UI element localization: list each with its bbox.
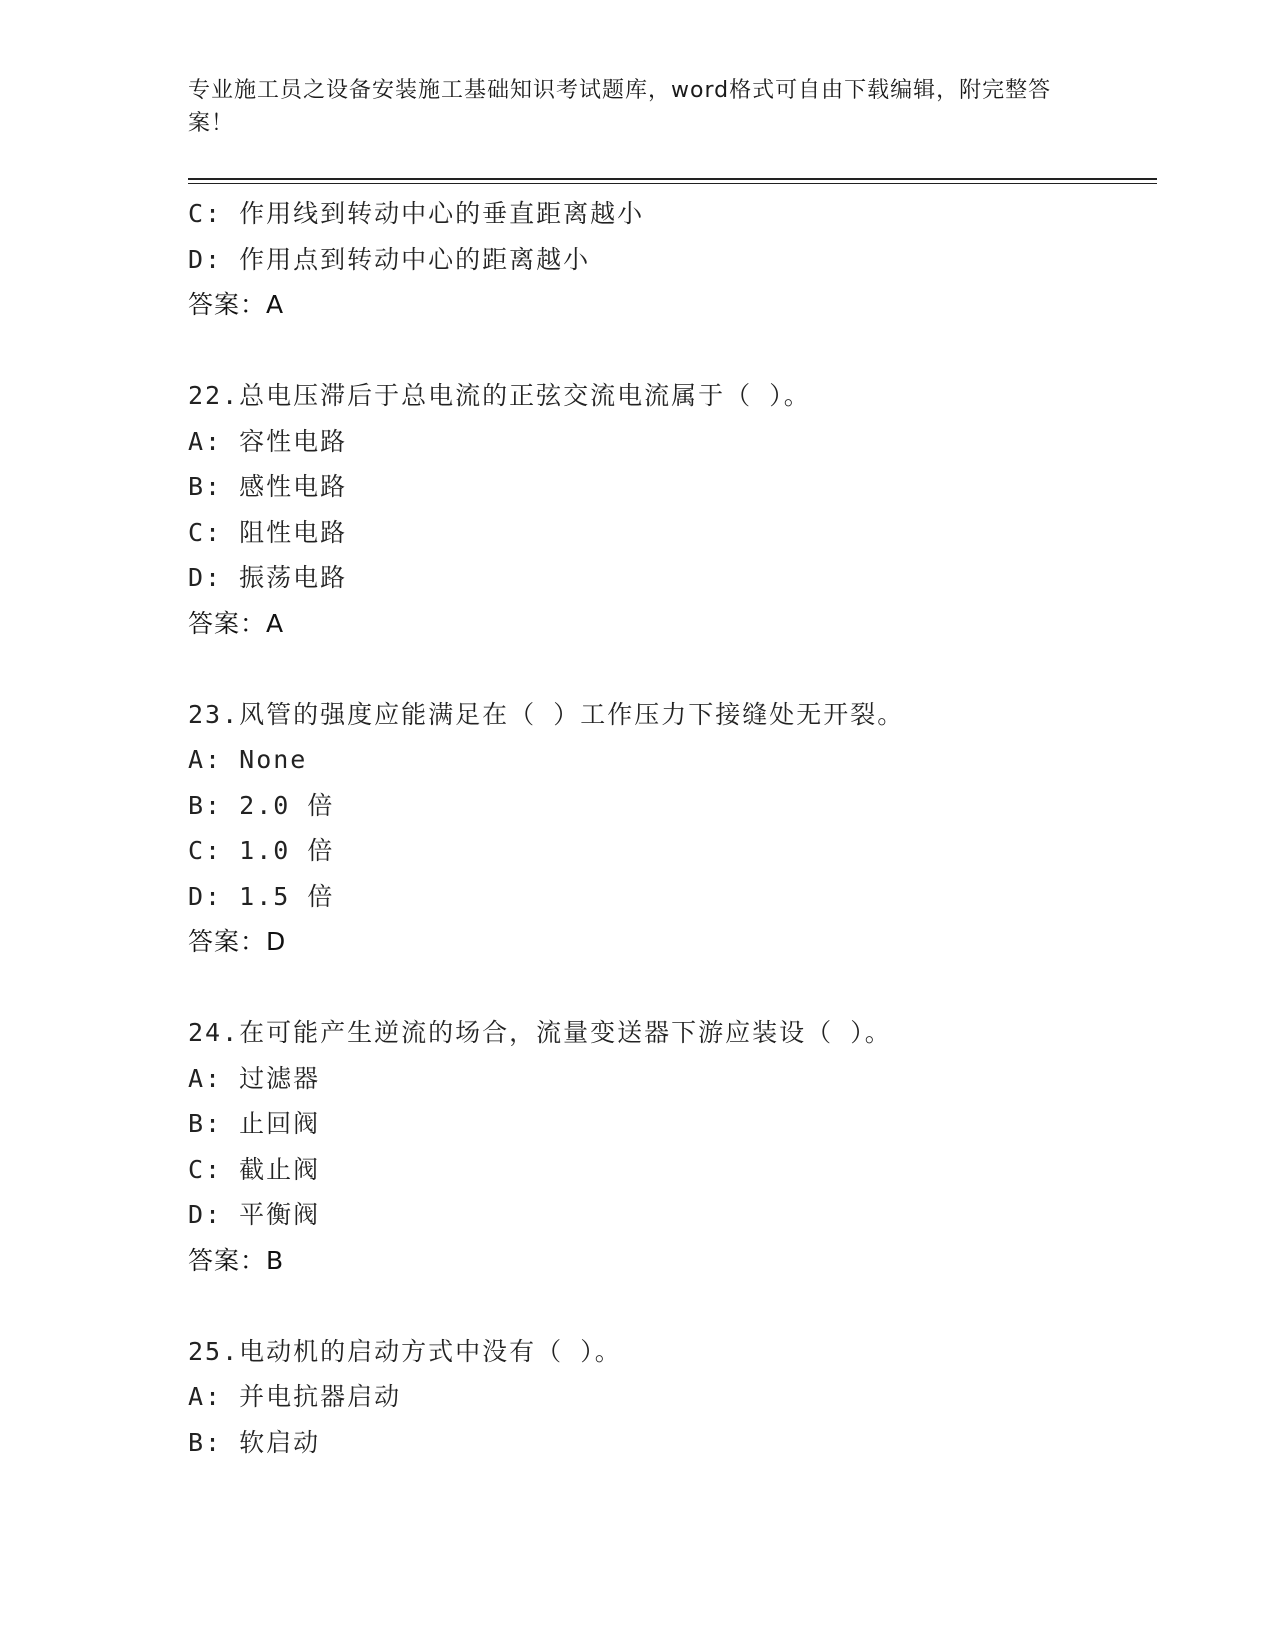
spacer	[188, 646, 1148, 692]
answer-line: 答案：A	[188, 608, 285, 638]
question-23	[188, 692, 1148, 965]
header-divider	[188, 178, 1157, 184]
option-d: D: 作用点到转动中心的距离越小	[188, 244, 591, 274]
spacer	[188, 328, 1148, 374]
option-c: C: 1.0 倍	[188, 836, 335, 865]
option-b: B: 感性电路	[188, 472, 348, 501]
option-b: B: 软启动	[188, 1427, 321, 1457]
spacer	[188, 1283, 1148, 1329]
answer-line: 答案：B	[188, 1245, 285, 1275]
option-a: A: 并电抗器启动	[188, 1382, 402, 1411]
option-b: B: 止回阀	[188, 1109, 321, 1138]
question-25	[188, 1329, 1148, 1466]
option-d: D: 振荡电路	[188, 563, 348, 592]
option-a: A: 容性电路	[188, 426, 348, 456]
answer-line: 答案：D	[188, 927, 287, 956]
question-list	[188, 191, 1148, 1465]
option-a: A: None	[188, 745, 308, 774]
option-d: D: 1.5 倍	[188, 881, 335, 911]
option-d: D: 平衡阀	[188, 1200, 321, 1229]
question-24	[188, 1010, 1148, 1283]
question-stem: 22.总电压滞后于总电流的正弦交流电流属于（ ）。	[188, 381, 811, 410]
partial-question	[188, 191, 1148, 328]
page-header	[188, 74, 1068, 140]
question-stem: 24.在可能产生逆流的场合，流量变送器下游应装设（ ）。	[188, 1018, 892, 1047]
question-stem: 23.风管的强度应能满足在（ ）工作压力下接缝处无开裂。	[188, 699, 905, 729]
answer-line: 答案：A	[188, 290, 285, 319]
option-b: B: 2.0 倍	[188, 790, 335, 820]
document-title: 专业施工员之设备安装施工基础知识考试题库，word格式可自由下载编辑，附完整答案！	[188, 78, 1052, 136]
option-c: C: 作用线到转动中心的垂直距离越小	[188, 199, 645, 228]
question-stem: 25.电动机的启动方式中没有（ ）。	[188, 1336, 622, 1366]
question-22	[188, 373, 1148, 646]
spacer	[188, 965, 1148, 1011]
option-c: C: 阻性电路	[188, 517, 348, 547]
option-c: C: 截止阀	[188, 1154, 321, 1184]
option-a: A: 过滤器	[188, 1063, 321, 1093]
